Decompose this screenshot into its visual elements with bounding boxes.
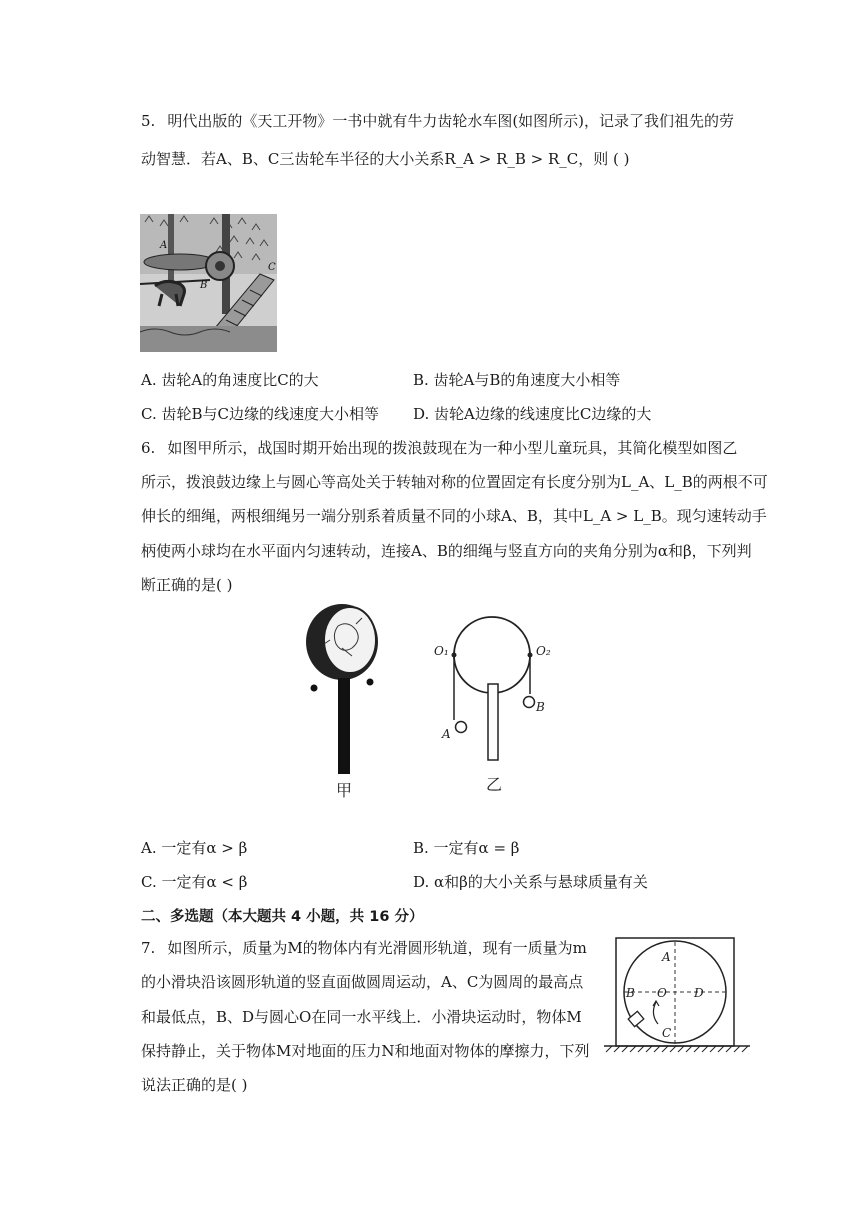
q6-option-b: B. 一定有α = β xyxy=(413,839,520,857)
q5-option-d: D. 齿轮A边缘的线速度比C边缘的大 xyxy=(413,405,652,423)
q5-line-1 xyxy=(141,111,734,131)
label-a: A xyxy=(662,950,671,964)
label-ball-a: A xyxy=(442,727,451,741)
q5-text-1: 明代出版的《天工开物》一书中就有牛力齿轮水车图(如图所示)，记录了我们祖先的劳 xyxy=(167,112,735,130)
fig-jia-caption: 甲 xyxy=(336,781,353,800)
gear-label-c: C xyxy=(268,262,276,273)
q5-option-a: A. 齿轮A的角速度比C的大 xyxy=(141,371,319,389)
label-o2: O₂ xyxy=(536,644,551,658)
label-b: B xyxy=(626,986,635,1000)
q7-line-3: 和最低点，B、D与圆心O在同一水平线上．小滑块运动时，物体M xyxy=(141,1008,582,1026)
q7-line-2: 的小滑块沿该圆形轨道的竖直面做圆周运动，A、C为圆周的最高点 xyxy=(141,973,584,991)
q5-option-c: C. 齿轮B与C边缘的线速度大小相等 xyxy=(141,405,379,423)
q5-option-b: B. 齿轮A与B的角速度大小相等 xyxy=(413,371,621,389)
rattle-drum-figure xyxy=(300,600,570,810)
gear-label-b: B xyxy=(200,280,208,291)
label-o1: O₁ xyxy=(434,644,449,658)
q7-line-1 xyxy=(141,938,587,958)
section-heading: 二、多选题（本大题共 4 小题，共 16 分） xyxy=(141,909,424,925)
q7-text-1: 如图所示，质量为M的物体内有光滑圆形轨道，现有一质量为m xyxy=(167,939,587,957)
label-ball-b: B xyxy=(536,700,545,714)
q6-text-1: 如图甲所示，战国时期开始出现的拨浪鼓现在为一种小型儿童玩具，其简化模型如图乙 xyxy=(167,439,738,457)
q6-line-2: 所示，拨浪鼓边缘上与圆心等高处关于转轴对称的位置固定有长度分别为L_A、L_B的两根不可 xyxy=(141,473,768,491)
q5-number: 5. xyxy=(141,112,156,130)
q6-line-1 xyxy=(141,438,737,458)
waterwheel-illustration xyxy=(140,214,277,352)
label-o: O xyxy=(657,986,667,1000)
q6-line-5: 断正确的是( ) xyxy=(141,576,233,594)
q7-line-4: 保持静止，关于物体M对地面的压力N和地面对物体的摩擦力，下列 xyxy=(141,1042,590,1060)
q6-line-4: 柄使两小球均在水平面内匀速转动，连接A、B的细绳与竖直方向的夹角分别为α和β，下列判 xyxy=(141,542,752,560)
q6-option-a: A. 一定有α > β xyxy=(141,839,248,857)
q5-line-2: 动智慧．若A、B、C三齿轮车半径的大小关系R_A > R_B > R_C，则 ( ) xyxy=(141,150,630,168)
circular-track-figure xyxy=(600,936,752,1058)
q6-line-3: 伸长的细绳，两根细绳另一端分别系着质量不同的小球A、B，其中L_A > L_B。现匀速转动手 xyxy=(141,507,767,525)
label-d: D xyxy=(694,986,704,1000)
label-c: C xyxy=(662,1026,672,1040)
q7-line-5: 说法正确的是( ) xyxy=(141,1076,248,1094)
gear-label-a: A xyxy=(160,240,168,251)
fig-yi-caption: 乙 xyxy=(486,775,503,794)
q6-option-d: D. α和β的大小关系与悬球质量有关 xyxy=(413,873,648,891)
q7-number: 7. xyxy=(141,939,156,957)
q6-number: 6. xyxy=(141,439,156,457)
q6-option-c: C. 一定有α < β xyxy=(141,873,248,891)
